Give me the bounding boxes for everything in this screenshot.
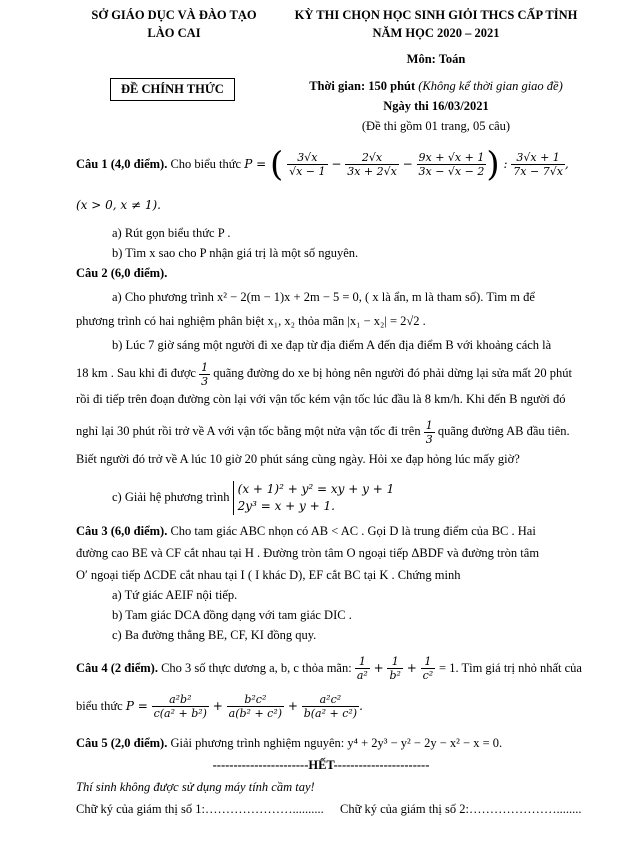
system-eq2: 2y³ = x + y + 1. (237, 499, 335, 514)
q4-expression: P = $\frac{\text{a²b²}}{\text{c(a² + b²)}}$ + $\frac{\text{b²c²}}{\text{a(b² + c²)}}$ + $\frac{\text{a²c²}}{\text{b(a² + c²)}}$ . (125, 693, 363, 720)
q2-b-line2-start: 18 km . Sau khi đi được (76, 366, 196, 380)
q3-part-b: b) Tam giác DCA đồng dạng với tam giác DIC . (112, 608, 352, 622)
q2-b-line3: rồi đi tiếp trên đoạn đường còn lại với vận tốc kém vận tốc lúc đầu là 8 km/h. Khi đến B người đó (76, 392, 566, 406)
q2-b-line4-start: nghỉ lại 30 phút rồi trở về A với vận tốc bằng một nửa vận tốc đi trên (76, 424, 421, 438)
q4-line1 (76, 650, 582, 686)
q3-part-c: c) Ba đường thẳng BE, CF, KI đồng quy. (112, 628, 317, 642)
q1-title: Câu 1 (4,0 điểm). (76, 157, 168, 171)
q3-line1 (76, 524, 536, 539)
q2-title: Câu 2 (6,0 điểm). (76, 266, 168, 280)
q4-title: Câu 4 (2 điểm). (76, 661, 158, 675)
q4-expression-label: biểu thức (76, 699, 123, 713)
exam-date: Ngày thi 16/03/2021 (383, 99, 489, 113)
q2-b-line5: Biết người đó trở về A lúc 10 giờ 20 phút sáng cùng ngày. Hỏi xe đạp hỏng lúc mấy giờ? (76, 452, 520, 466)
q4-line2 (76, 688, 363, 724)
q3-part-a: a) Tứ giác AEIF nội tiếp. (112, 588, 238, 602)
q1-intro: Cho biểu thức (170, 157, 242, 171)
time-note: (Không kể thời gian giao đề) (418, 79, 563, 93)
q5 (76, 736, 502, 751)
end-mark: -----------------------HẾT----------------------- (212, 758, 430, 772)
school-year: NĂM HỌC 2020 – 2021 (372, 26, 500, 40)
time-info (270, 79, 602, 94)
q5-title: Câu 5 (2,0 điểm). (76, 736, 168, 750)
q3-title: Câu 3 (6,0 điểm). (76, 524, 168, 538)
system-eq1: (x + 1)² + y² = xy + y + 1 (237, 482, 395, 497)
q1-part-b: b) Tìm x sao cho P nhận giá trị là một số nguyên. (112, 246, 359, 260)
q4-intro: Cho 3 số thực dương a, b, c thỏa mãn: (161, 661, 352, 675)
pages-note: (Đề thi gồm 01 trang, 05 câu) (361, 119, 511, 133)
official-label: ĐỀ CHÍNH THỨC (110, 78, 235, 101)
equation-system (233, 481, 395, 515)
q1-stem (76, 144, 569, 185)
q1-condition: (x > 0, x ≠ 1). (76, 198, 161, 212)
q4-tail: = 1. Tìm giá trị nhỏ nhất của (439, 661, 582, 675)
signature-2: Chữ ký của giám thị số 2:…………………........ (340, 802, 582, 816)
q2-c (112, 478, 394, 516)
q3-line1-text: Cho tam giác ABC nhọn có AB < AC . Gọi D là trung điểm của BC . Hai (170, 524, 536, 538)
province-name: LÀO CAI (147, 26, 201, 40)
one-third-fraction: $\frac{1}{3}$ (201, 360, 209, 388)
q5-text: Giải phương trình nghiệm nguyên: y⁴ + 2y³ − y² − 2y − x² − x = 0. (170, 736, 503, 750)
signature-1: Chữ ký của giám thị số 1:………………….......... (76, 802, 324, 816)
time-duration: Thời gian: 150 phút (309, 79, 416, 93)
q2-b-line4-end: quãng đường AB đầu tiên. (437, 424, 570, 438)
q2-b-line2 (76, 358, 572, 388)
q3-line3: O′ ngoại tiếp ΔCDE cắt nhau tại I ( I khác D), EF cắt BC tại K . Chứng minh (76, 568, 461, 582)
subject: Môn: Toán (406, 52, 466, 66)
dept-name: SỞ GIÁO DỤC VÀ ĐÀO TẠO (91, 8, 257, 22)
q2-b-line2-end: quãng đường do xe bị hỏng nên người đó phải dừng lại sửa mất 20 phút (213, 366, 572, 380)
q2-b-line1: b) Lúc 7 giờ sáng một người đi xe đạp từ địa điểm A đến địa điểm B với khoảng cách là (112, 338, 552, 352)
q3-line2: đường cao BE và CF cắt nhau tại H . Đường tròn tâm O ngoại tiếp ΔBDF và đường tròn tâm (76, 546, 540, 560)
q1-expression: P = ( $\frac{3√x}{√x - 1}$ − $\frac{2√x}{3x + 2√x}$ − $\frac{9x + √x + 1}{3x - √x - 2}$ ) : $\frac{3√x + 1}{7x - 7√x}$ , (244, 144, 569, 185)
q2-b-line4 (76, 416, 570, 446)
q1-part-a: a) Rút gọn biểu thức P . (112, 226, 231, 240)
one-third-fraction-2: $\frac{1}{3}$ (425, 418, 433, 446)
q4-condition: $\frac{1}{\text{a²}}$ + $\frac{1}{\text{b²}}$ + $\frac{1}{\text{c²}}$ (356, 655, 434, 682)
q2-a-line2: phương trình có hai nghiệm phân biệt x₁, x₂ thỏa mãn |x₁ − x₂| = 2√2 . (76, 314, 426, 328)
q2-a-line1: a) Cho phương trình x² − 2(m − 1)x + 2m − 5 = 0, ( x là ẩn, m là tham số). Tìm m để (112, 290, 535, 304)
calculator-note: Thí sinh không được sử dụng máy tính cầm tay! (76, 780, 315, 794)
exam-title: KỲ THI CHỌN HỌC SINH GIỎI THCS CẤP TỈNH (294, 8, 578, 22)
q2-c-intro: c) Giải hệ phương trình (112, 490, 230, 504)
